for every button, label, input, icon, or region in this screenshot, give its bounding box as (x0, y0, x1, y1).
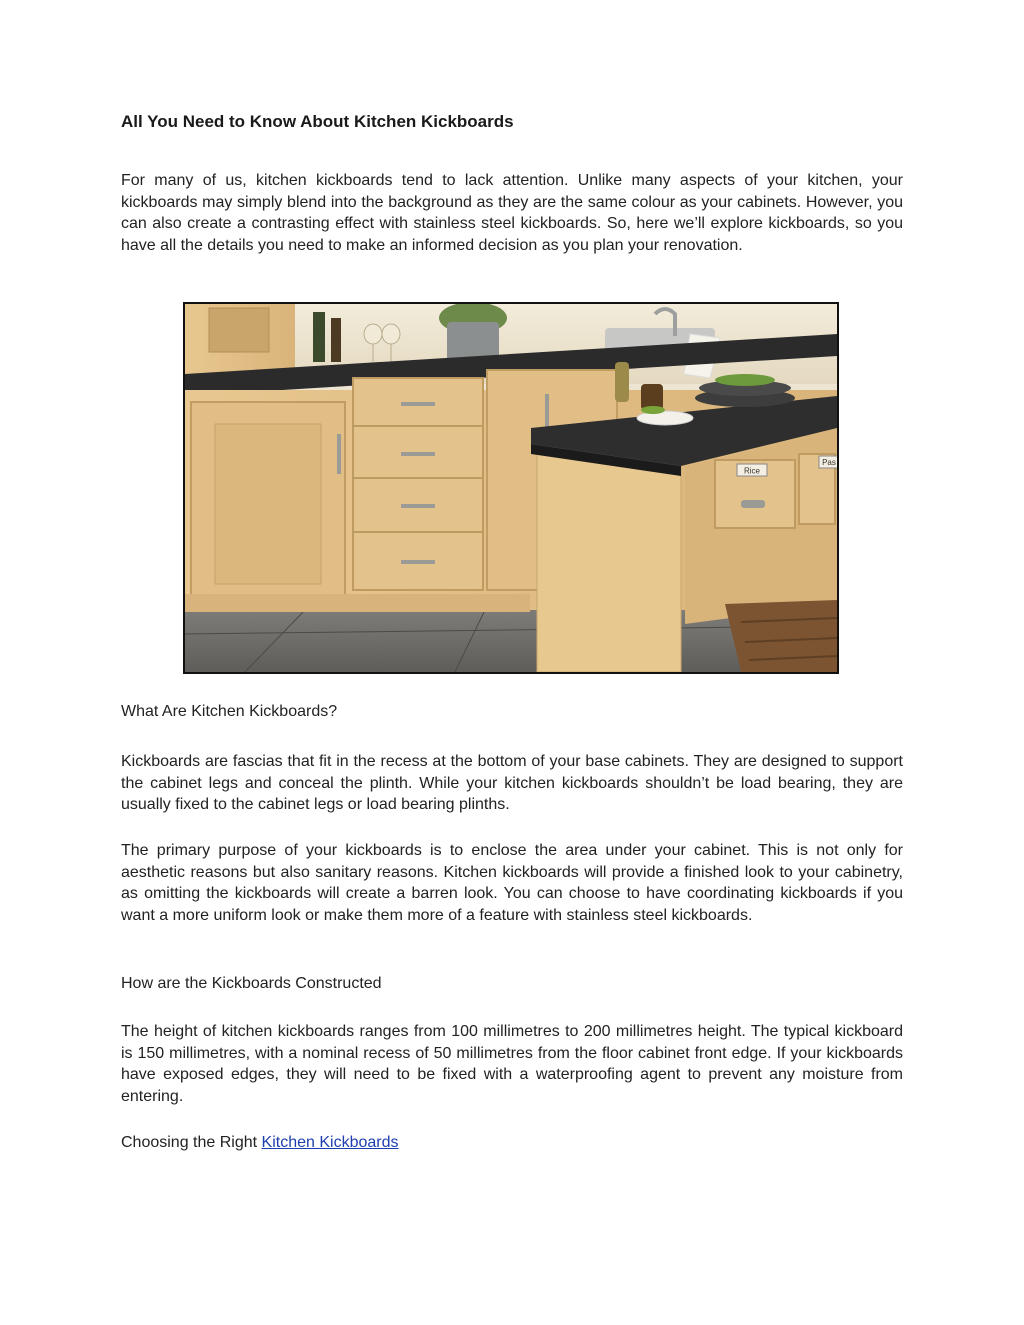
kitchen-kickboards-link[interactable]: Kitchen Kickboards (261, 1134, 399, 1151)
constructed-paragraph: The height of kitchen kickboards ranges from 100 millimetres to 200 millimetres height. The typical kickboard is 150 millimetres, with a nominal recess of 50 millimetres from the floor cabinet front edge. If your kickboards have exposed edges, they will need to be fixed with a waterproofing agent to prevent any moisture from entering. (121, 1023, 903, 1105)
intro-paragraph: For many of us, kitchen kickboards tend to lack attention. Unlike many aspects of your kitchen, your kickboards may simply blend into the background as they are the same colour as your cabinets. However, you can also create a contrasting effect with stainless steel kickboards. So, here we’ll explore kickboards, so you have all the details you need to make an informed decision as you plan your renovation. (121, 172, 903, 254)
what-are-paragraph: Kickboards are fascias that fit in the recess at the bottom of your base cabinets. They are designed to support the cabinet legs and conceal the plinth. While your kitchen kickboards shouldn’t be load bearing, they are usually fixed to the cabinet legs or load bearing plinths. (121, 753, 903, 813)
section-heading-constructed: How are the Kickboards Constructed (121, 975, 382, 992)
kitchen-illustration (185, 304, 837, 672)
drawer-label-pasta: Pas (822, 458, 836, 467)
drawer-label-rice: Rice (743, 466, 761, 476)
section-heading-what-are: What Are Kitchen Kickboards? (121, 703, 338, 720)
section-heading-choosing (121, 1134, 399, 1152)
kitchen-photo (183, 302, 839, 674)
choosing-heading-text: Choosing the Right (121, 1134, 262, 1151)
purpose-paragraph: The primary purpose of your kickboards is to enclose the area under your cabinet. This is not only for aesthetic reasons but also sanitary reasons. Kitchen kickboards will provide a finished look to your cabinetry, as omitting the kickboards will create a barren look. You can choose to have coordinating kickboards if you want a more uniform look or make them more of a feature with stainless steel kickboards. (121, 842, 903, 924)
page-title: All You Need to Know About Kitchen Kickboards (121, 112, 514, 131)
